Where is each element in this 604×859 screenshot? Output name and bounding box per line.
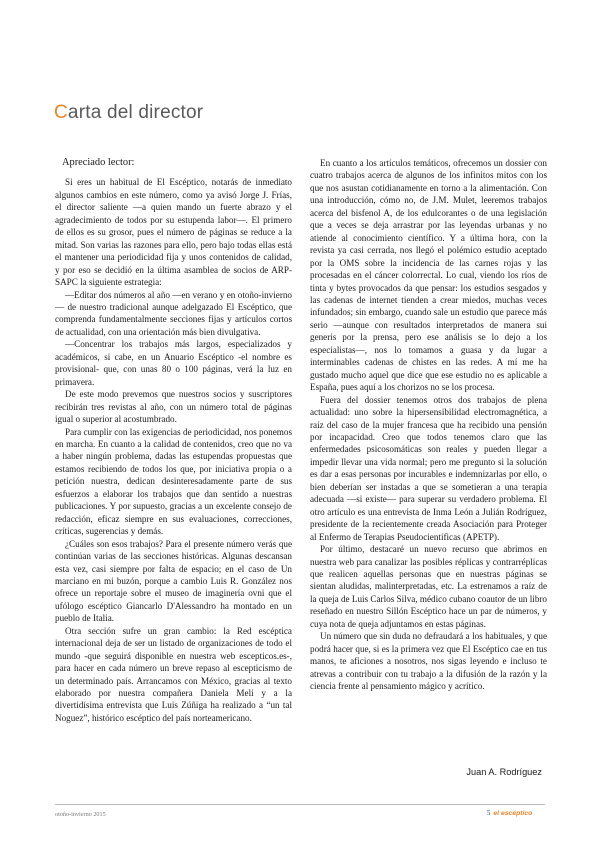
left-column <box>55 157 292 724</box>
greeting: Apreciado lector: <box>62 157 135 168</box>
right-column <box>310 157 547 692</box>
paragraph: Otra sección sufre un gran cambio: la Red escéptica internacional deja de ser un listado de organizaciones de todo el mundo -que seguirá disponible en nuestra web escepticos.es-, para hacer en cada número un breve repaso al escepticismo de un determinado país. Arrancamos con México, gracias al texto elaborado por nuestra compañera Daniela Meli y a la divertidísima entrevista que Luis Zúñiga ha realizado a “un tal Noguez”, histórico escéptico del país norteamericano. <box>55 625 292 723</box>
page-number: 5 <box>487 810 491 817</box>
paragraph: Por último, destacaré un nuevo recurso que abrimos en nuestra web para canalizar las posibles réplicas y contrarréplicas que realicen aquellas personas que en nuestras páginas se sientan aludidas, malinterpretadas, etc. La estrenamos a raíz de la queja de Luis Carlos Silva, médico cubano coautor de un libro reseñado en nuestro Sillón Escéptico hace un par de números, y cuya nota de queja adjuntamos en estas páginas. <box>310 544 547 629</box>
footer-divider <box>55 804 545 805</box>
paragraph: —Concentrar los trabajos más largos, especializados y académicos, si cabe, en un Anuario Escéptico -el nombre es provisional- que, con unas 80 o 100 páginas, verá la luz en primavera. <box>55 339 292 387</box>
magazine-brand: el escéptico <box>493 810 533 817</box>
title-rest: arta del director <box>67 102 204 123</box>
paragraph: En cuanto a los artículos temáticos, ofrecemos un dossier con cuatro trabajos acerca de algunos de los infinitos mitos con los que nos asustan cotidianamente en torno a la alimentación. Con una introducción, cómo no, de J.M. Mulet, leeremos trabajos acerca del bisfenol A, de los edulcorantes o de una legislación que a veces se deja arrastrar por las leyendas urbanas y no atiende al conocimiento científico. Y a última hora, con la revista ya casi cerrada, nos llegó el polémico estudio aceptado por la OMS sobre la incidencia de las carnes rojas y las procesadas en el cáncer colorrectal. Lo cual, viendo los ríos de tinta y bytes provocados da que pensar: los estudios sesgados y las cadenas de internet tienden a crear miedos, muchas veces infundados; sin embargo, cuando sale un estudio que parece más serio —aunque con resultados interpretados de manera sui generis por la prensa, pero ese análisis se lo dejo a los especialistas—, nos lo tomamos a guasa y da lugar a interminables cadenas de chistes en las redes. A mí me ha gustado mucho aquel que dice que ese estudio no es aplicable a España, pues aquí a los chorizos no se los procesa. <box>310 158 547 393</box>
page-footer <box>487 810 532 817</box>
paragraph: Si eres un habitual de El Escéptico, notarás de inmediato algunos cambios en este número, como ya avisó Jorge J. Frías, el director saliente —a quien mando un fuerte abrazo y el agradecimiento de todos por su estupenda labor—. El primero de ellos es su grosor, pues el número de páginas se reduce a la mitad. Son varias las razones para ello, pero bajo todas ellas está el mantener una periodicidad fija y unos contenidos de calidad, y por eso se decidió en la última asamblea de socios de ARP-SAPC la siguiente estrategia: <box>55 177 292 288</box>
paragraph: Un número que sin duda no defraudará a los habituales, y que podrá hacer que, si es la primera vez que El Escéptico cae en tus manos, te aficiones a nosotros, nos sigas leyendo e incluso te atrevas a contribuir con tu trabajo a la difusión de la razón y la ciencia frente al pensamiento mágico y acrítico. <box>310 631 547 692</box>
article-title <box>54 102 203 124</box>
paragraph: Fuera del dossier tenemos otros dos trabajos de plena actualidad: uno sobre la hipersensibilidad electromagnética, a raíz del caso de la mujer francesa que ha recibido una pensión por incapacidad. Creo que todos tenemos claro que las enfermedades psicosomáticas son reales y pueden llegar a impedir llevar una vida normal; pero me pregunto si la solución es dar a esas personas por incurables e indemnizarlas por ello, o bien deberían ser instadas a que se sometieran a una terapia adecuada —si existe— para superar su verdadero problema. El otro artículo es una entrevista de Inma León a Julián Rodríguez, presidente de la recientemente creada Asociación para Proteger al Enfermo de Terapias Pseudocientíficas (APETP). <box>310 394 547 542</box>
title-initial: C <box>54 102 68 123</box>
paragraph: Para cumplir con las exigencias de periodicidad, nos ponemos en marcha. En cuanto a la calidad de contenidos, creo que no va a haber ningún problema, dadas las estupendas propuestas que estamos recibiendo de todos los que, por iniciativa propia o a petición nuestra, dedican desinteresadamente parte de sus esfuerzos a elaborar los trabajos que dan sentido a nuestras publicaciones. Y por supuesto, gracias a un excelente consejo de redacción, eficaz siempre en sus evaluaciones, correcciones, críticas, sugerencias y demás. <box>55 426 292 537</box>
paragraph: —Editar dos números al año —en verano y en otoño-invierno— de nuestro tradicional aunque adelgazado El Escéptico, que comprenda fundamentalmente secciones fijas y artículos cortos de actualidad, con una orientación más bien divulgativa. <box>55 289 292 337</box>
author-signature: Juan A. Rodríguez <box>466 767 542 777</box>
issue-label: otoño-invierno 2015 <box>55 811 106 818</box>
paragraph: ¿Cuáles son esos trabajos? Para el presente número verás que continúan varias de las secciones históricas. Algunas descansan esta vez, casi siempre por falta de espacio; en el caso de Un marciano en mi buzón, porque a cambio Luis R. González nos ofrece un reportaje sobre el museo de imaginería ovni que el ufólogo escéptico Giancarlo D'Alessandro ha montado en un pueblo de Italia. <box>55 538 292 624</box>
paragraph: De este modo prevemos que nuestros socios y suscriptores recibirán tres revistas al año, con un número total de páginas igual o superior al acostumbrado. <box>55 389 292 425</box>
